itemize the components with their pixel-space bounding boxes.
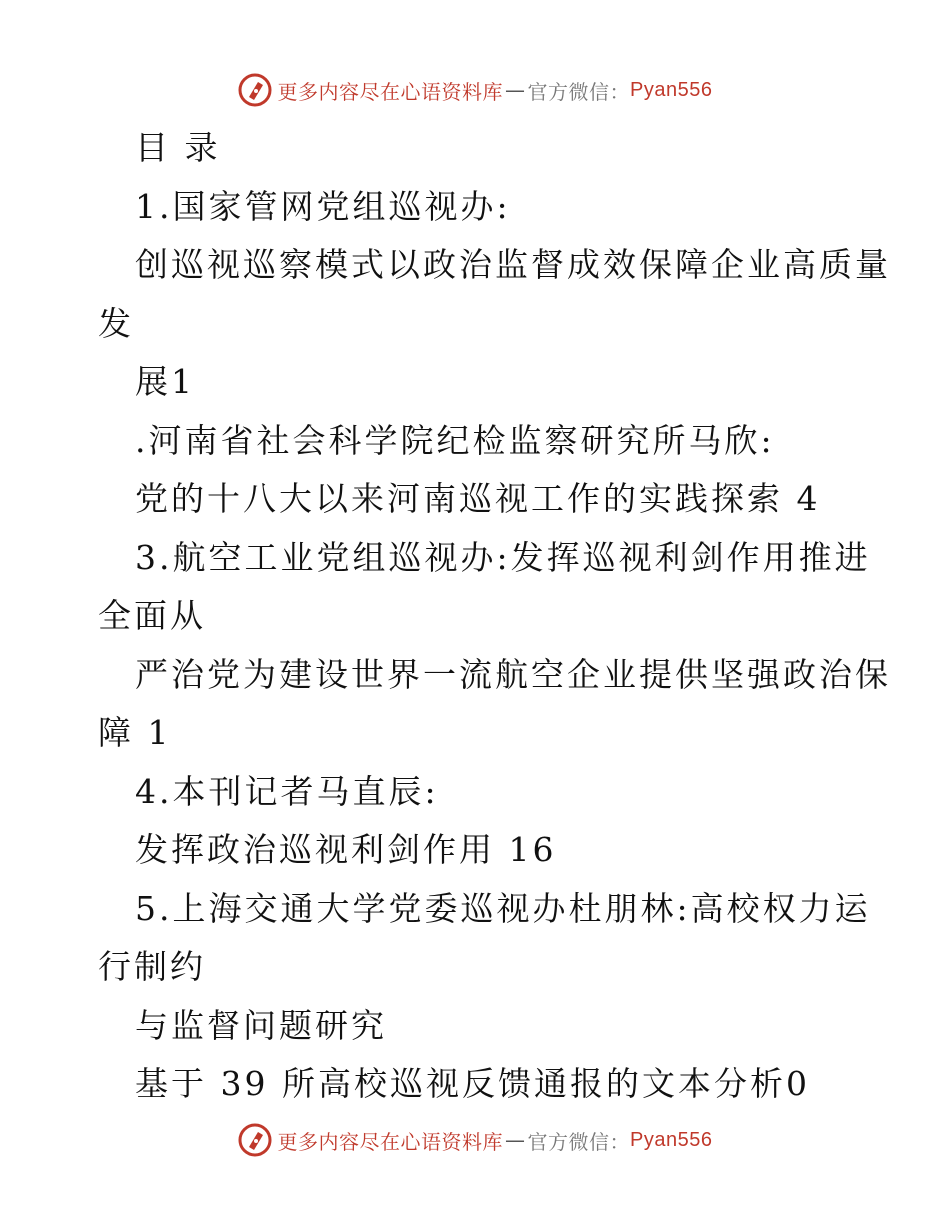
watermark-label: 官方微信： — [527, 1129, 631, 1154]
watermark-label: 官方微信： — [527, 79, 631, 104]
toc-line: 基于 39 所高校巡视反馈通报的文本分析0 — [135, 1064, 810, 1103]
pen-nib-logo-icon — [238, 1123, 272, 1157]
watermark-wechat-id: Pyan556 — [630, 1128, 713, 1151]
toc-line: 创巡视巡察模式以政治监督成效保障企业高质量 — [135, 245, 891, 284]
toc-heading: 目 录 — [135, 128, 221, 167]
toc-line: 党的十八大以来河南巡视工作的实践探索 4 — [135, 479, 821, 518]
footer-watermark — [0, 1118, 950, 1162]
toc-line: 行制约 — [98, 947, 206, 986]
toc-line: 4.本刊记者马直辰: — [135, 772, 439, 811]
watermark-site-text: 更多内容尽在心语资料库 — [277, 1129, 504, 1154]
toc-line: 1.国家管网党组巡视办: — [135, 187, 511, 226]
toc-line: 5.上海交通大学党委巡视办杜朋林:高校权力运 — [135, 889, 871, 928]
toc-line: 障 1 — [98, 713, 172, 752]
toc-line: 展1 — [135, 362, 195, 401]
watermark-separator: — — [505, 1128, 526, 1152]
toc-line: .河南省社会科学院纪检监察研究所马欣: — [135, 421, 775, 460]
watermark-wechat-id: Pyan556 — [630, 78, 713, 101]
pen-nib-logo-icon — [238, 73, 272, 107]
toc-line: 全面从 — [98, 596, 206, 635]
header-watermark — [0, 68, 950, 112]
toc-line: 发 — [98, 304, 134, 343]
toc-line: 严治党为建设世界一流航空企业提供坚强政治保 — [135, 655, 891, 694]
watermark-site-text: 更多内容尽在心语资料库 — [277, 79, 504, 104]
toc-line: 发挥政治巡视利剑作用 16 — [135, 830, 557, 869]
toc-line: 3.航空工业党组巡视办:发挥巡视利剑作用推进 — [135, 538, 871, 577]
watermark-separator: — — [505, 78, 526, 102]
toc-line: 与监督问题研究 — [135, 1006, 387, 1045]
